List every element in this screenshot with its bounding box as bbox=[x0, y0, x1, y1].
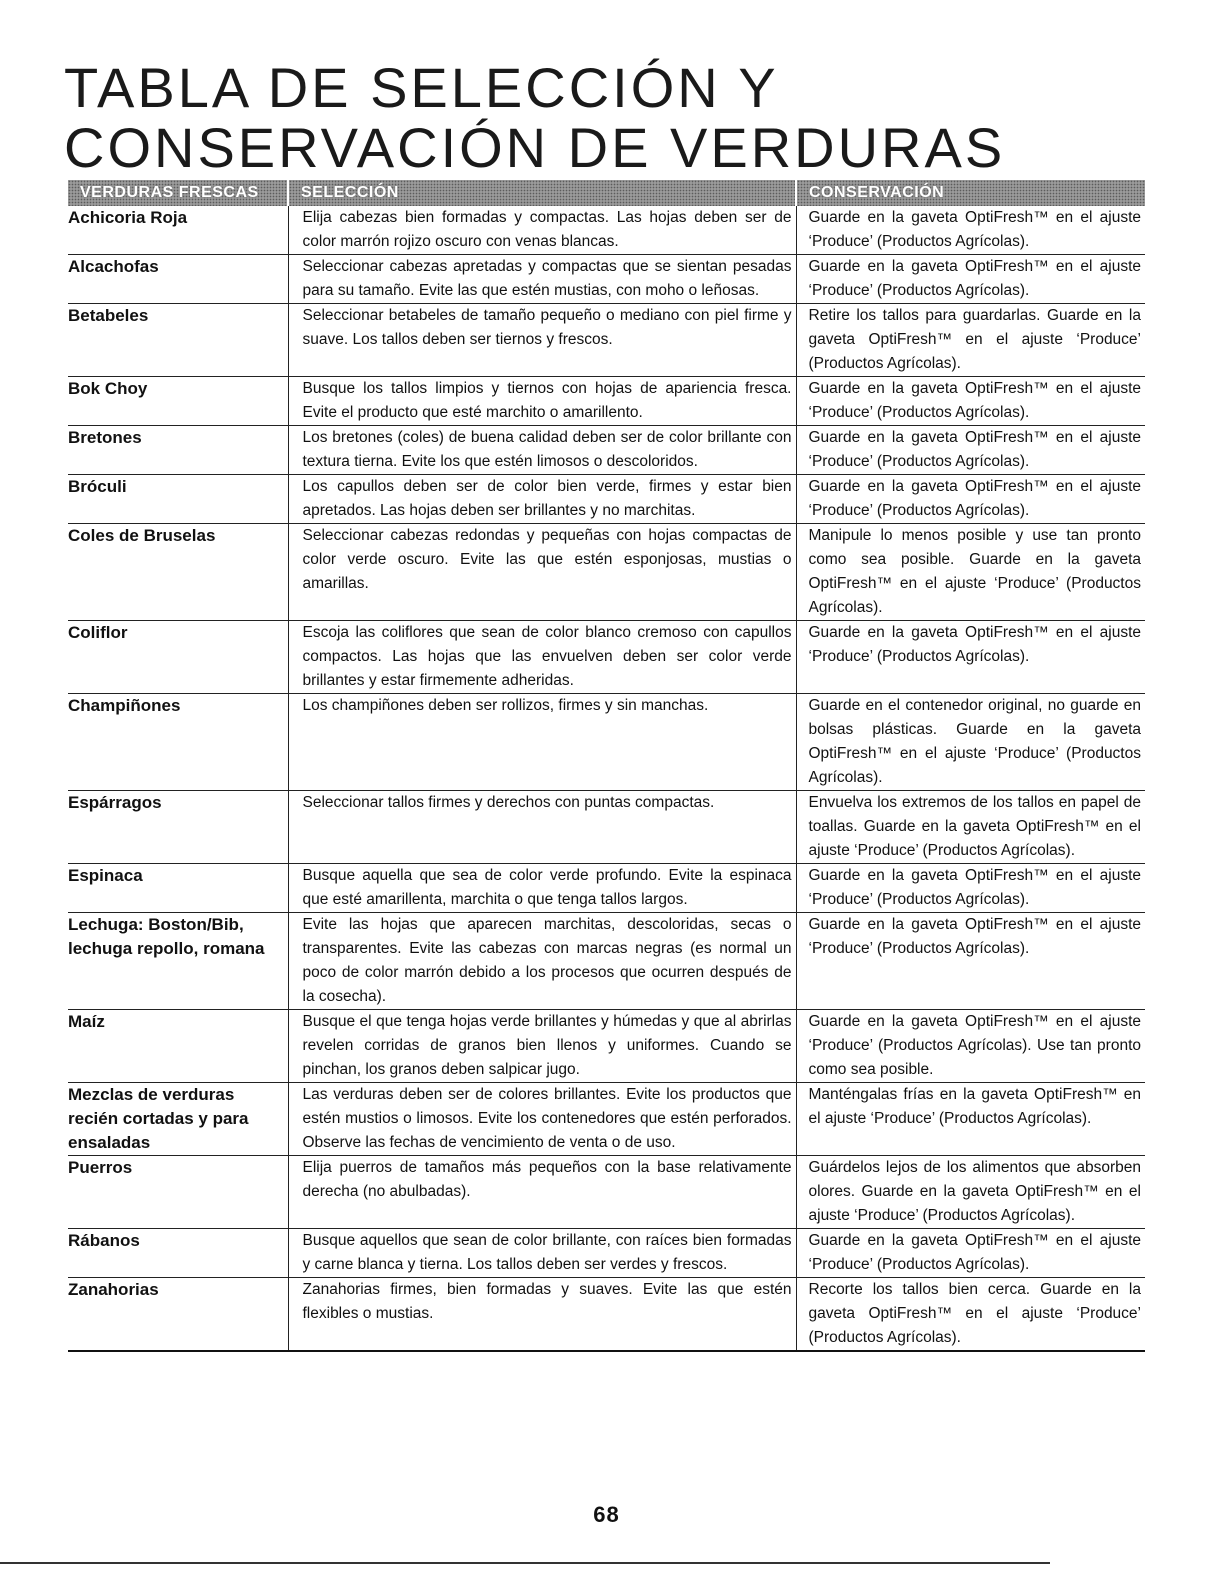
table-row bbox=[68, 1278, 1145, 1352]
vegetable-name: Alcachofas bbox=[68, 255, 288, 304]
vegetable-name: Espárragos bbox=[68, 791, 288, 864]
seleccion-cell: Las verduras deben ser de colores brillantes. Evite los productos que estén mustios o limosos. Evite los contenedores que estén perforados. Observe las fechas de vencimiento de venta o de uso. bbox=[288, 1083, 796, 1156]
conservacion-cell: Guarde en la gaveta OptiFresh™ en el ajuste ‘Produce’ (Productos Agrícolas). bbox=[796, 377, 1145, 426]
seleccion-cell: Busque los tallos limpios y tiernos con hojas de apariencia fresca. Evite el producto que esté marchito o amarillento. bbox=[288, 377, 796, 426]
table-row bbox=[68, 1083, 1145, 1156]
vegetable-name: Bretones bbox=[68, 426, 288, 475]
vegetable-name: Maíz bbox=[68, 1010, 288, 1083]
seleccion-cell: Escoja las coliflores que sean de color blanco cremoso con capullos compactos. Las hojas que las envuelven deben ser color verde brillantes y estar firmemente adheridas. bbox=[288, 621, 796, 694]
conservacion-cell: Guarde en la gaveta OptiFresh™ en el ajuste ‘Produce’ (Productos Agrícolas). bbox=[796, 1229, 1145, 1278]
table-row bbox=[68, 694, 1145, 791]
table-row bbox=[68, 377, 1145, 426]
seleccion-cell: Seleccionar betabeles de tamaño pequeño o mediano con piel firme y suave. Los tallos deben ser tiernos y frescos. bbox=[288, 304, 796, 377]
header-conservacion: CONSERVACIÓN bbox=[796, 180, 1145, 206]
seleccion-cell: Elija cabezas bien formadas y compactas. Las hojas deben ser de color marrón rojizo oscuro con venas blancas. bbox=[288, 206, 796, 255]
table-row bbox=[68, 864, 1145, 913]
table-row bbox=[68, 475, 1145, 524]
seleccion-cell: Los bretones (coles) de buena calidad deben ser de color brillante con textura tierna. Evite los que estén limosos o descoloridos. bbox=[288, 426, 796, 475]
vegetable-name: Mezclas de verduras recién cortadas y para ensaladas bbox=[68, 1083, 288, 1156]
vegetable-name: Zanahorias bbox=[68, 1278, 288, 1352]
vegetable-name: Coles de Bruselas bbox=[68, 524, 288, 621]
seleccion-cell: Busque el que tenga hojas verde brillantes y húmedas y que al abrirlas revelen corridas de granos bien llenos y uniformes. Cuando se pinchan, los granos deben salpicar jugo. bbox=[288, 1010, 796, 1083]
table-row bbox=[68, 304, 1145, 377]
vegetable-name: Rábanos bbox=[68, 1229, 288, 1278]
conservacion-cell: Recorte los tallos bien cerca. Guarde en la gaveta OptiFresh™ en el ajuste ‘Produce’ (Productos Agrícolas). bbox=[796, 1278, 1145, 1352]
vegetable-name: Achicoria Roja bbox=[68, 206, 288, 255]
conservacion-cell: Guarde en la gaveta OptiFresh™ en el ajuste ‘Produce’ (Productos Agrícolas). bbox=[796, 621, 1145, 694]
conservacion-cell: Guarde en la gaveta OptiFresh™ en el ajuste ‘Produce’ (Productos Agrícolas). bbox=[796, 426, 1145, 475]
bottom-rule bbox=[0, 1562, 1050, 1564]
conservacion-cell: Manipule lo menos posible y use tan pronto como sea posible. Guarde en la gaveta OptiFresh™ en el ajuste ‘Produce’ (Productos Agrícolas). bbox=[796, 524, 1145, 621]
page-title bbox=[64, 58, 1005, 178]
conservacion-cell: Guarde en el contenedor original, no guarde en bolsas plásticas. Guarde en la gaveta OptiFresh™ en el ajuste ‘Produce’ (Productos Agrícolas). bbox=[796, 694, 1145, 791]
seleccion-cell: Evite las hojas que aparecen marchitas, descoloridas, secas o transparentes. Evite las cabezas con marcas negras (es normal un poco de color marrón debido a los procesos que ocurren después de la cosecha). bbox=[288, 913, 796, 1010]
seleccion-cell: Seleccionar cabezas apretadas y compactas que se sientan pesadas para su tamaño. Evite las que estén mustias, con moho o leñosas. bbox=[288, 255, 796, 304]
title-line-1: TABLA DE SELECCIÓN Y bbox=[64, 56, 779, 119]
vegetable-name: Bok Choy bbox=[68, 377, 288, 426]
seleccion-cell: Los capullos deben ser de color bien verde, firmes y estar bien apretados. Las hojas deben ser brillantes y no marchitas. bbox=[288, 475, 796, 524]
vegetable-name: Champiñones bbox=[68, 694, 288, 791]
conservacion-cell: Guarde en la gaveta OptiFresh™ en el ajuste ‘Produce’ (Productos Agrícolas). Use tan pronto como sea posible. bbox=[796, 1010, 1145, 1083]
conservacion-cell: Retire los tallos para guardarlas. Guarde en la gaveta OptiFresh™ en el ajuste ‘Produce’ (Productos Agrícolas). bbox=[796, 304, 1145, 377]
table-row bbox=[68, 1010, 1145, 1083]
table-header-row bbox=[68, 180, 1145, 206]
conservacion-cell: Guarde en la gaveta OptiFresh™ en el ajuste ‘Produce’ (Productos Agrícolas). bbox=[796, 864, 1145, 913]
conservacion-cell: Guarde en la gaveta OptiFresh™ en el ajuste ‘Produce’ (Productos Agrícolas). bbox=[796, 475, 1145, 524]
seleccion-cell: Seleccionar cabezas redondas y pequeñas con hojas compactas de color verde oscuro. Evite las que estén esponjosas, mustias o amarillas. bbox=[288, 524, 796, 621]
header-verduras-frescas: VERDURAS FRESCAS bbox=[68, 180, 288, 206]
seleccion-cell: Busque aquellos que sean de color brillante, con raíces bien formadas y carne blanca y tierna. Los tallos deben ser verdes y frescos. bbox=[288, 1229, 796, 1278]
vegetable-name: Puerros bbox=[68, 1156, 288, 1229]
table-row bbox=[68, 255, 1145, 304]
vegetables-table bbox=[68, 180, 1145, 1352]
conservacion-cell: Guarde en la gaveta OptiFresh™ en el ajuste ‘Produce’ (Productos Agrícolas). bbox=[796, 913, 1145, 1010]
conservacion-cell: Guarde en la gaveta OptiFresh™ en el ajuste ‘Produce’ (Productos Agrícolas). bbox=[796, 206, 1145, 255]
header-seleccion: SELECCIÓN bbox=[288, 180, 796, 206]
table-row bbox=[68, 524, 1145, 621]
vegetable-name: Lechuga: Boston/Bib, lechuga repollo, romana bbox=[68, 913, 288, 1010]
conservacion-cell: Manténgalas frías en la gaveta OptiFresh™ en el ajuste ‘Produce’ (Productos Agrícolas). bbox=[796, 1083, 1145, 1156]
conservacion-cell: Guarde en la gaveta OptiFresh™ en el ajuste ‘Produce’ (Productos Agrícolas). bbox=[796, 255, 1145, 304]
table-row bbox=[68, 913, 1145, 1010]
seleccion-cell: Elija puerros de tamaños más pequeños con la base relativamente derecha (no abulbadas). bbox=[288, 1156, 796, 1229]
table-row bbox=[68, 206, 1145, 255]
seleccion-cell: Busque aquella que sea de color verde profundo. Evite la espinaca que esté amarillenta, marchita o que tenga tallos largos. bbox=[288, 864, 796, 913]
vegetable-name: Betabeles bbox=[68, 304, 288, 377]
vegetable-name: Espinaca bbox=[68, 864, 288, 913]
seleccion-cell: Seleccionar tallos firmes y derechos con puntas compactas. bbox=[288, 791, 796, 864]
seleccion-cell: Los champiñones deben ser rollizos, firmes y sin manchas. bbox=[288, 694, 796, 791]
table-row bbox=[68, 426, 1145, 475]
table-row bbox=[68, 1229, 1145, 1278]
table-row bbox=[68, 621, 1145, 694]
conservacion-cell: Envuelva los extremos de los tallos en papel de toallas. Guarde en la gaveta OptiFresh™ en el ajuste ‘Produce’ (Productos Agrícolas). bbox=[796, 791, 1145, 864]
page-number: 68 bbox=[593, 1502, 620, 1527]
vegetable-name: Bróculi bbox=[68, 475, 288, 524]
title-line-2: CONSERVACIÓN DE VERDURAS bbox=[64, 116, 1006, 179]
seleccion-cell: Zanahorias firmes, bien formadas y suaves. Evite las que estén flexibles o mustias. bbox=[288, 1278, 796, 1352]
table-row bbox=[68, 791, 1145, 864]
vegetable-name: Coliflor bbox=[68, 621, 288, 694]
conservacion-cell: Guárdelos lejos de los alimentos que absorben olores. Guarde en la gaveta OptiFresh™ en el ajuste ‘Produce’ (Productos Agrícolas). bbox=[796, 1156, 1145, 1229]
table-row bbox=[68, 1156, 1145, 1229]
